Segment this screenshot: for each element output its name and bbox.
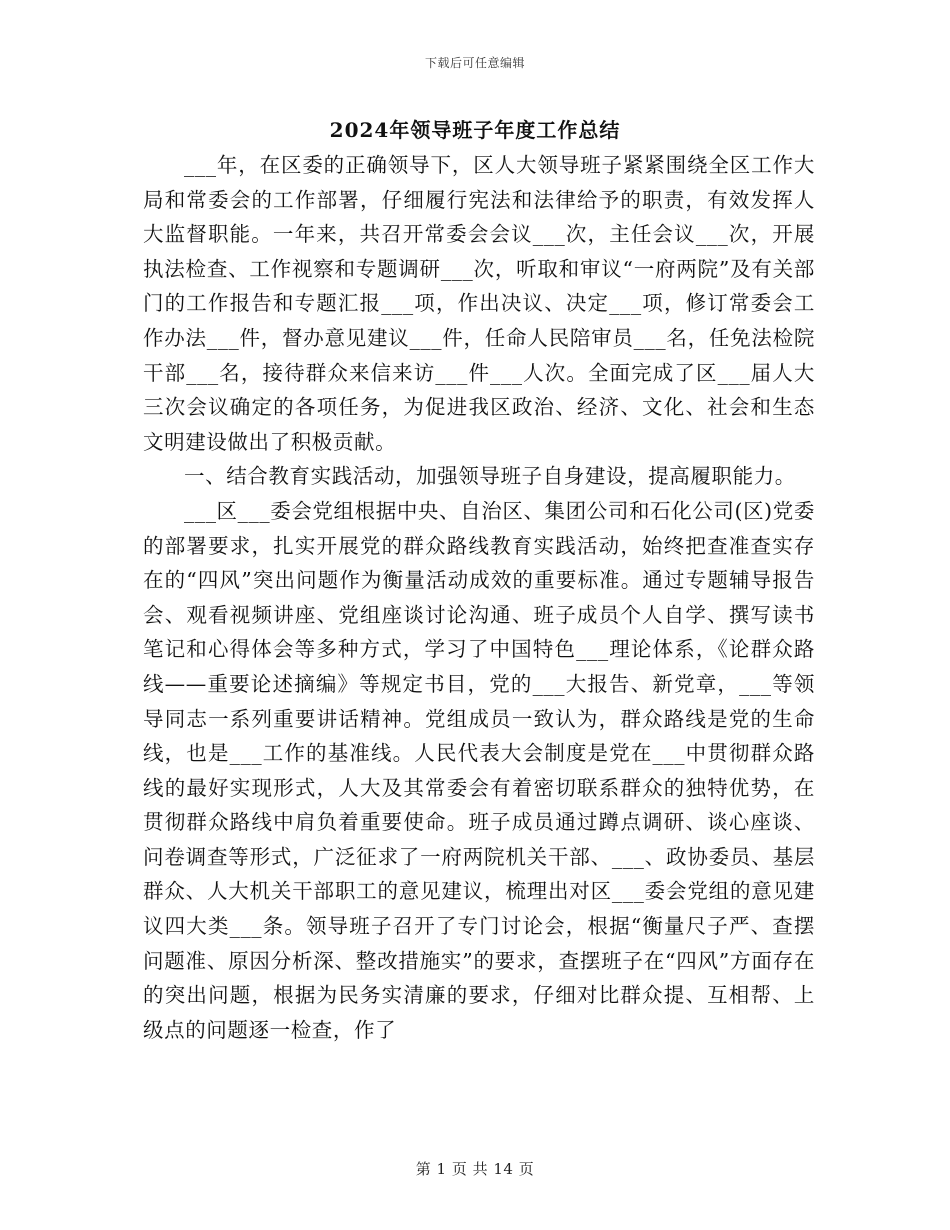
document-title: 2024年领导班子年度工作总结 xyxy=(329,118,621,142)
paragraph-section-heading: 一、结合教育实践活动，加强领导班子自身建设，提高履职能力。 xyxy=(184,464,796,489)
page-header-note: 下载后可任意编辑 xyxy=(424,56,525,70)
page-number-footer: 第 1 页 共 14 页 xyxy=(415,1160,535,1178)
document-body xyxy=(143,148,815,1047)
paragraph-education-practice: ___区___委会党组根据中央、自治区、集团公司和石化公司(区)党委的部署要求，扎实开展党的群众路线教育实践活动，始终把查准查实存在的“四风”突出问题作为衡量活动成效的重要标准。通过专题辅导报告会、观看视频讲座、党组座谈讨论沟通、班子成员个人自学、撰写读书笔记和心得体会等多种方式，学习了中国特色___理论体系，《论群众路线——重要论述摘编》等规定书目，党的___大报告、新党章，___等领导同志一系列重要讲话精神。党组成员一致认为，群众路线是党的生命线，也是___工作的基准线。人民代表大会制度是党在___中贯彻群众路线的最好实现形式，人大及其常委会有着密切联系群众的独特优势，在贯彻群众路线中肩负着重要使命。班子成员通过蹲点调研、谈心座谈、问卷调查等形式，广泛征求了一府两院机关干部、___、政协委员、基层群众、人大机关干部职工的意见建议，梳理出对区___委会党组的意见建议四大类___条。领导班子召开了专门讨论会，根据“衡量尺子严、查摆问题准、原因分析深、整改措施实”的要求，查摆班子在“四风”方面存在的突出问题，根据为民务实清廉的要求，仔细对比群众提、互相帮、上级点的问题逐一检查，作了 xyxy=(143,498,815,1042)
paragraph-intro: ___年，在区委的正确领导下，区人大领导班子紧紧围绕全区工作大局和常委会的工作部署，仔细履行宪法和法律给予的职责，有效发挥人大监督职能。一年来，共召开常委会会议___次，主任会议___次，开展执法检查、工作视察和专题调研___次，听取和审议“一府两院”及有关部门的工作报告和专题汇报___项，作出决议、决定___项，修订常委会工作办法___件，督办意见建议___件，任命人民陪审员___名，任免法检院干部___名，接待群众来信来访___件___人次。全面完成了区___届人大三次会议确定的各项任务，为促进我区政治、经济、文化、社会和生态文明建设做出了积极贡献。 xyxy=(143,153,815,454)
